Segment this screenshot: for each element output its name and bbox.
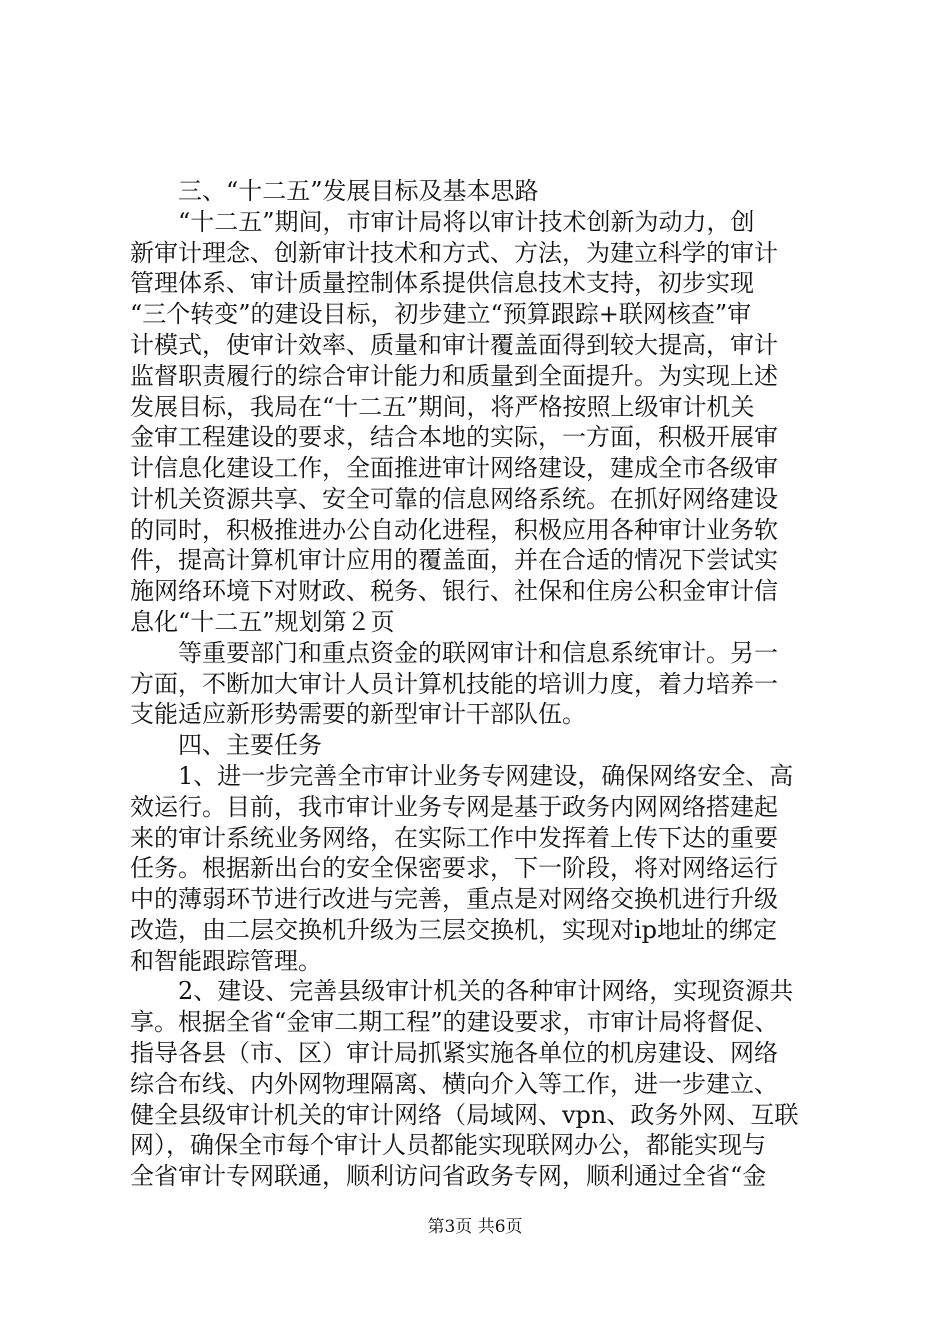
text-line: 计机关资源共享、安全可靠的信息网络系统。在抓好网络建设 bbox=[130, 484, 778, 513]
text-line: 和智能跟踪管理。 bbox=[130, 946, 322, 975]
text-line: 方面，不断加大审计人员计算机技能的培训力度，着力培养一 bbox=[130, 669, 778, 698]
text-line: 改造，由二层交换机升级为三层交换机，实现对ip地址的绑定 bbox=[130, 915, 778, 944]
text-line: 计模式，使审计效率、质量和审计覆盖面得到较大提高，审计 bbox=[130, 330, 778, 359]
text-line: 的同时，积极推进办公自动化进程，积极应用各种审计业务软 bbox=[130, 515, 778, 544]
text-line: 指导各县（市、区）审计局抓紧实施各单位的机房建设、网络 bbox=[130, 1039, 778, 1068]
text-line: 中的薄弱环节进行改进与完善，重点是对网络交换机进行升级 bbox=[130, 885, 778, 914]
text-line: 任务。根据新出台的安全保密要求，下一阶段，将对网络运行 bbox=[130, 854, 778, 883]
text-line: 新审计理念、创新审计技术和方式、方法，为建立科学的审计 bbox=[130, 238, 778, 267]
text-line: 计信息化建设工作，全面推进审计网络建设，建成全市各级审 bbox=[130, 454, 778, 483]
text-line: “三个转变”的建设目标，初步建立“预算跟踪+联网核查”审 bbox=[130, 300, 752, 329]
page-footer: 第3页 共6页 bbox=[427, 1217, 523, 1237]
text-line: 1、进一步完善全市审计业务专网建设，确保网络安全、高 bbox=[130, 761, 794, 790]
text-line: 件，提高计算机审计应用的覆盖面，并在合适的情况下尝试实 bbox=[130, 546, 778, 575]
text-line: 健全县级审计机关的审计网络（局域网、vpn、政务外网、互联 bbox=[130, 1100, 799, 1129]
text-line: 发展目标，我局在“十二五”期间，将严格按照上级审计机关 bbox=[130, 392, 755, 421]
text-line: 四、主要任务 bbox=[130, 731, 322, 760]
text-line: 来的审计系统业务网络，在实际工作中发挥着上传下达的重要 bbox=[130, 823, 778, 852]
text-line: 三、“十二五”发展目标及基本思路 bbox=[130, 177, 539, 205]
text-line: 等重要部门和重点资金的联网审计和信息系统审计。另一 bbox=[130, 638, 778, 667]
text-line: 全省审计专网联通，顺利访问省政务专网，顺利通过全省“金 bbox=[130, 1162, 767, 1191]
text-line: 支能适应新形势需要的新型审计干部队伍。 bbox=[130, 700, 586, 729]
text-line: 享。根据全省“金审二期工程”的建设要求，市审计局将督促、 bbox=[130, 1008, 779, 1037]
text-line: 金审工程建设的要求，结合本地的实际，一方面，积极开展审 bbox=[130, 423, 778, 452]
text-line: 综合布线、内外网物理隔离、横向介入等工作，进一步建立、 bbox=[130, 1069, 778, 1098]
text-line: 效运行。目前，我市审计业务专网是基于政务内网网络搭建起 bbox=[130, 792, 778, 821]
text-line: 监督职责履行的综合审计能力和质量到全面提升。为实现上述 bbox=[130, 361, 778, 390]
text-line: “十二五”期间，市审计局将以审计技术创新为动力，创 bbox=[130, 207, 755, 236]
text-line: 管理体系、审计质量控制体系提供信息技术支持，初步实现 bbox=[130, 269, 754, 298]
text-line: 网），确保全市每个审计人员都能实现联网办公，都能实现与 bbox=[130, 1131, 766, 1160]
text-line: 2、建设、完善县级审计机关的各种审计网络，实现资源共 bbox=[130, 977, 794, 1006]
text-line: 息化“十二五”规划第２页 bbox=[130, 608, 395, 637]
text-line: 施网络环境下对财政、税务、银行、社保和住房公积金审计信 bbox=[130, 577, 778, 606]
